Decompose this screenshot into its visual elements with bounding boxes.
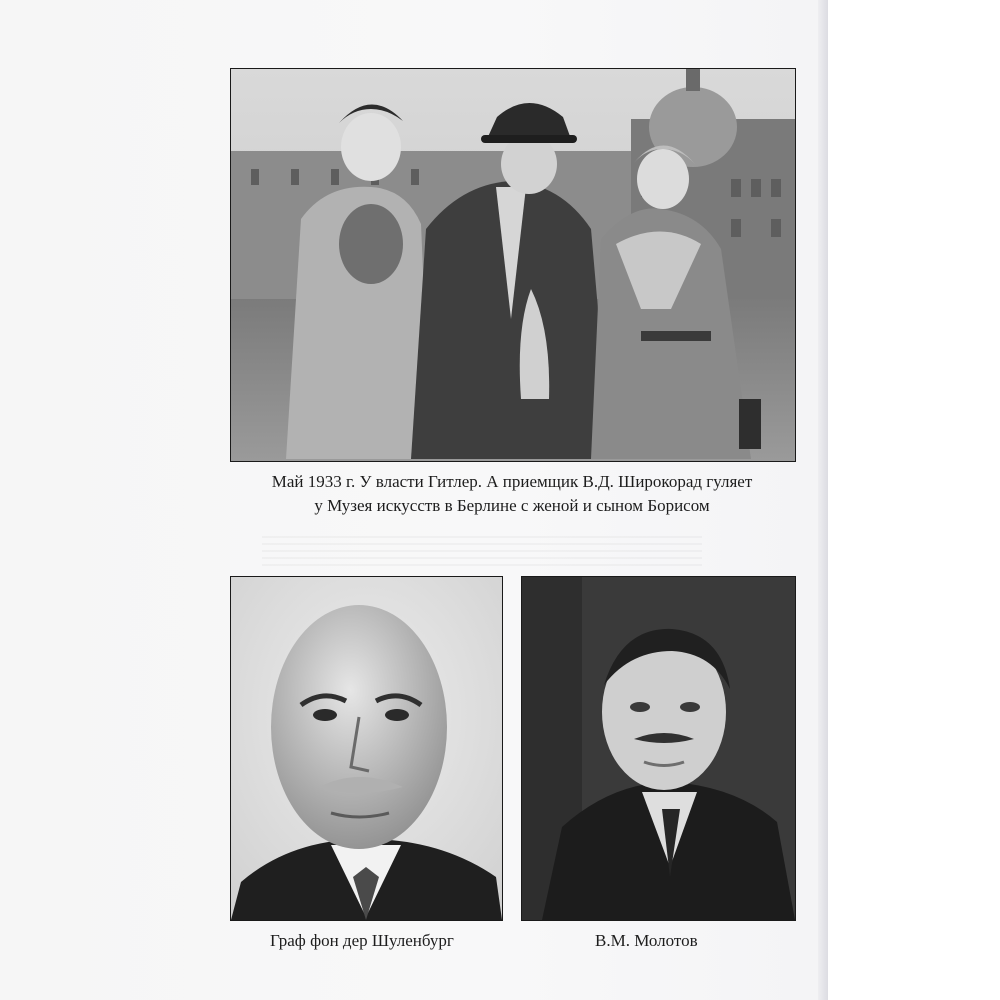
page-edge	[818, 0, 828, 1000]
schulenburg-caption: Граф фон дер Шуленбург	[270, 931, 454, 950]
family-photo-caption-line1: Май 1933 г. У власти Гитлер. А приемщик В.Д. Широкорад гуляет	[271, 472, 753, 491]
family-photo-caption-line2: у Музея искусств в Берлине с женой и сыном Борисом	[314, 496, 710, 515]
schulenburg-portrait	[230, 576, 503, 921]
molotov-caption: В.М. Молотов	[595, 931, 698, 950]
family-photo	[230, 68, 796, 462]
bleed-through-text	[262, 532, 702, 566]
molotov-portrait	[521, 576, 796, 921]
